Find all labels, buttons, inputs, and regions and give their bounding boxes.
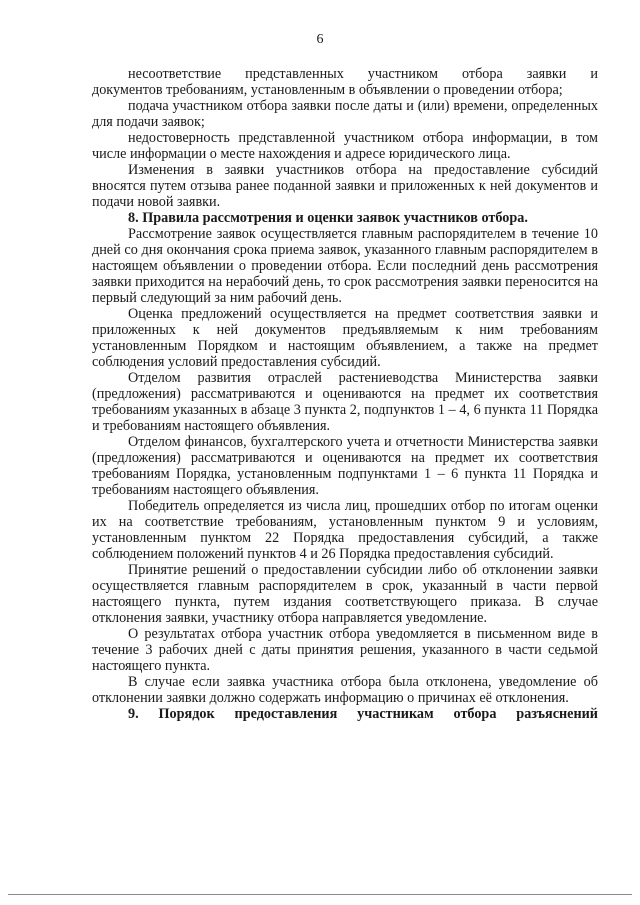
paragraph: документов требованиям, установленным в объявлении о проведении отбора; [92,82,563,98]
paragraph: Принятие решений о предоставлении субсидии либо об отклонении заявки осуществляется главным распорядителем в срок, указанный в части первой настоящего пункта, путем издания соответствующего приказа. В случае отклонения заявки, участнику отбора направляется уведомление. [92,562,598,626]
paragraph: Рассмотрение заявок осуществляется главным распорядителем в течение 10 дней со дня окончания срока приема заявок, указанного главным распорядителем в настоящем объявлении о проведении отбора. Если последний день рассмотрения заявки приходится на нерабочий день, то срок рассмотрения заявки переносится на первый следующий за ним рабочий день. [92,226,598,306]
paragraph: Отделом финансов, бухгалтерского учета и отчетности Министерства заявки (предложения) рассматриваются и оцениваются на предмет их соответствия требованиям Порядка, установленным подпунктами 1 – 6 пункта 11 Порядка и требованиям настоящего объявления. [92,434,598,498]
footer-divider [8,894,632,895]
paragraph: Изменения в заявки участников отбора на предоставление субсидий вносятся путем отзыва ранее поданной заявки и приложенных к ней документов и подачи новой заявки. [92,162,598,210]
paragraph: подача участником отбора заявки после даты и (или) времени, определенных для подачи заявок; [92,98,598,130]
paragraph: Отделом развития отраслей растениеводства Министерства заявки (предложения) рассматриваются и оцениваются на предмет их соответствия требованиям указанных в абзаце 3 пункта 2, подпунктов 1 – 4, 6 пункта 11 Порядка и требованиям настоящего объявления. [92,370,598,434]
paragraph: В случае если заявка участника отбора была отклонена, уведомление об отклонении заявки должно содержать информацию о причинах её отклонения. [92,674,598,706]
paragraph: недостоверность представленной участником отбора информации, в том числе информации о месте нахождения и адресе юридического лица. [92,130,598,162]
section-9-heading: 9. Порядок предоставления участникам отбора разъяснений [128,706,598,722]
paragraph: Оценка предложений осуществляется на предмет соответствия заявки и приложенных к ней документов предъявляемым к ним требованиям установленным Порядком и настоящим объявлением, а также на предмет соблюдения условий предоставления субсидий. [92,306,598,370]
document-body [92,66,598,722]
paragraph: несоответствие представленных участником отбора заявки и [128,66,598,82]
page-number: 6 [316,32,324,47]
section-8-heading: 8. Правила рассмотрения и оценки заявок участников отбора. [128,210,528,226]
paragraph: Победитель определяется из числа лиц, прошедших отбор по итогам оценки их на соответствие требованиям, установленным пунктом 9 и условиям, установленным пунктом 22 Порядка предоставления субсидий, а также соблюдением положений пунктов 4 и 26 Порядка предоставления субсидий. [92,498,598,562]
paragraph: О результатах отбора участник отбора уведомляется в письменном виде в течение 3 рабочих дней с даты принятия решения, указанного в части седьмой настоящего пункта. [92,626,598,674]
